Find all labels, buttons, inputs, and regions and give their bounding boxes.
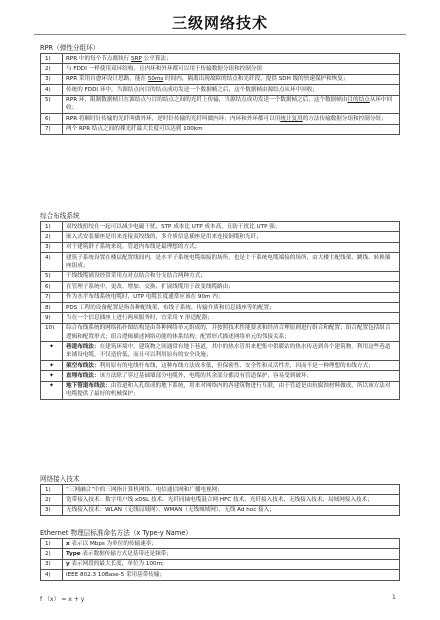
row-text	[63, 114, 400, 124]
table-row	[41, 232, 400, 242]
row-text: 当在一个信息插座上进行两项服务时，宜采用 Y 形适配器；	[63, 313, 400, 323]
row-number: 5)	[41, 95, 63, 114]
row-text-part: 公平算法；	[141, 55, 172, 62]
row-number: 6)	[41, 114, 63, 124]
access-heading: 网络接入技术	[40, 475, 80, 483]
table-row	[41, 539, 400, 549]
row-text	[63, 371, 400, 381]
row-text: “三网融合”中的三网指计算机网络、电信通信网和广播电视网；	[63, 485, 400, 495]
table-row	[41, 559, 400, 569]
row-number: 5)	[41, 271, 63, 281]
row-text-part: RPR 中的每个节点都执行	[66, 55, 132, 62]
row-text-part: 传统的 FDDI 环中，当源结点向目的结点成功发送一个数据帧之后，这个数据帧由源结点从环中回收；	[66, 86, 318, 93]
row-text: PDS 工程的设备配置是指各种配线架、布线子系统、传输介质和信息插座等的配置；	[63, 302, 400, 312]
row-number: 4)	[41, 570, 63, 580]
bullet-text: 利用原有的电线杆布线，这种布线方法成本低，但保密性、安全性和灵活性差，因而不是一种理想的布线方式；	[99, 362, 374, 369]
row-text	[63, 54, 400, 64]
row-text	[63, 74, 400, 84]
row-text	[63, 539, 400, 549]
bullet-icon: ✦	[41, 381, 63, 400]
row-text-part: 表示网段的最大长度，单位为 100m;	[69, 561, 164, 568]
row-number: 4)	[41, 253, 63, 272]
row-text	[63, 124, 400, 134]
table-row	[41, 371, 400, 381]
row-text	[63, 342, 400, 361]
row-text	[63, 381, 400, 400]
table-row	[41, 342, 400, 361]
row-number: 1)	[41, 485, 63, 495]
row-text	[63, 360, 400, 370]
table-row	[41, 222, 400, 232]
row-number: 1)	[41, 539, 63, 549]
row-text: 干线线缆铺设经常采用点对点结合和分支结合两种方式；	[63, 271, 400, 281]
row-number: 3)	[41, 505, 63, 515]
row-number: 10)	[41, 323, 63, 342]
row-text-part: 表示以 Mbps 为单位的传输速率；	[69, 540, 157, 547]
row-text-part: 从环中回收；	[66, 97, 393, 112]
row-number: 6)	[41, 282, 63, 292]
row-text: 嵌入式安装插座是用来连接双绞线的，多介质信息插座是用来连接铜缆和光纤；	[63, 232, 400, 242]
table-row	[41, 549, 400, 559]
row-number: 9)	[41, 313, 63, 323]
table-row	[41, 253, 400, 272]
bullet-term: 架空布线法：	[66, 362, 100, 369]
cabling-table	[40, 221, 400, 400]
table-row	[41, 242, 400, 252]
rpr-table	[40, 53, 400, 135]
row-number: 7)	[41, 124, 63, 134]
row-text-part: RPR 采用自愈环设计思路，能在	[66, 76, 148, 83]
row-text	[63, 559, 400, 569]
row-number: 1)	[41, 222, 63, 232]
row-text-part: 两个 RPR 结点之间的裸光纤最大长度可以达到 100km	[66, 126, 203, 133]
table-row	[41, 271, 400, 281]
row-text: 无线接入技术：WLAN（无线局域网）、WMAN（无线城域网）、无线 Ad hoc 接入；	[63, 505, 400, 515]
table-row	[41, 114, 400, 124]
table-row	[41, 323, 400, 342]
table-row	[41, 85, 400, 95]
table-row	[41, 64, 400, 74]
page-number: 1	[392, 594, 396, 601]
row-text-part: RPR 将顺时针传输的光纤叫做外环，逆时针传输的光纤叫做内环；内环和外环都可以用	[66, 115, 281, 122]
row-text	[63, 549, 400, 559]
row-number: 2)	[41, 495, 63, 505]
table-row	[41, 313, 400, 323]
cabling-heading: 综合布线系统	[40, 212, 80, 220]
row-text: 宽带接入技术：数字用户线 xDSL 技术、光纤同轴电缆混合网 HFC 技术、光纤接入技术、无线接入技术、局域网接入技术；	[63, 495, 400, 505]
table-row	[41, 95, 400, 114]
row-key: Type	[66, 550, 81, 557]
row-number: 4)	[41, 85, 63, 95]
row-text: 对于建筑群子系统来说，管道内布线是最理想的方式；	[63, 242, 400, 252]
table-row	[41, 485, 400, 495]
table-row	[41, 54, 400, 64]
row-number: 2)	[41, 549, 63, 559]
row-number: 3)	[41, 242, 63, 252]
table-row	[41, 292, 400, 302]
row-text-underlined: 统计复用	[280, 115, 303, 122]
row-number: 1)	[41, 54, 63, 64]
table-row	[41, 124, 400, 134]
table-row	[41, 505, 400, 515]
row-text-underlined: 50ms	[147, 76, 164, 83]
bullet-term: 直埋布线法：	[66, 372, 100, 379]
row-text: 双绞线扭绞在一起可以减少电磁干扰；STP 成本比 UTP 成本高，且防干扰比 UTP 强；	[63, 222, 400, 232]
bullet-icon: ✦	[41, 371, 63, 381]
row-key: y	[66, 561, 70, 568]
page-title: 三级网络技术	[171, 14, 268, 32]
rpr-heading: RPR（弹性分组环）	[40, 44, 100, 52]
row-number: 8)	[41, 302, 63, 312]
row-key: x	[66, 540, 70, 547]
bullet-icon: ✦	[41, 360, 63, 370]
access-table	[40, 484, 400, 516]
bullet-term: 巷道布线法：	[66, 343, 100, 350]
row-text: 建筑子系统设置在楼层配置线间内，是水平子系统电缆端接的场所，也是主干系统电缆端接的场所，由大楼主配线架、跳线、转换插座组成；	[63, 253, 400, 272]
table-row	[41, 360, 400, 370]
ethernet-heading: Ethernet 物理层标准命名方法（x Type-y Name）	[40, 529, 192, 537]
ethernet-table	[40, 538, 400, 581]
row-text	[63, 85, 400, 95]
row-text-part: 时间内，隔离出现故障的结点和光纤段，提供 SDH 级的快速保护和恢复；	[163, 76, 349, 83]
row-number: 3)	[41, 559, 63, 569]
header-divider	[34, 34, 406, 35]
table-row	[41, 282, 400, 292]
bullet-text: 由管道和入孔组成的地下系统，用来对网络内的各建筑物进行互联，由于管道是由抗腐蚀材料做成，所以该方法对电缆提供了最好的机械保护；	[66, 383, 391, 398]
row-number: 2)	[41, 64, 63, 74]
bullet-term: 地下管道布线法：	[66, 383, 111, 390]
row-text-part: RPR 环，限制数据帧只在源结点与目的结点之间的光纤上传输，当源结点成功发送一个数据帧之后，这个数据帧由	[66, 97, 348, 104]
table-row	[41, 302, 400, 312]
row-number: 2)	[41, 232, 63, 242]
row-text: 综合布线系统的网络拓扑图结构是由各种网络单元组成的，并按照技术性能要求和经济合理原则进行组合和配置；组合配置包括组合逻辑和配置形式；组合逻辑描述网络功能的体系结构；配置形式描述网络单元的邻接关系；	[63, 323, 400, 342]
bullet-icon: ✦	[41, 342, 63, 361]
table-row	[41, 570, 400, 580]
table-row	[41, 495, 400, 505]
row-text-part: 的方法传输数据分组和控制分组；	[302, 115, 387, 122]
table-row	[41, 381, 400, 400]
row-text: 在管理子系统中，更改、增加、交换、扩展线缆用于改变线缆路由；	[63, 282, 400, 292]
row-text	[63, 570, 400, 580]
row-text: 作为水平布线系统电缆时，UTP 电缆长度通常应该在 90m 内；	[63, 292, 400, 302]
table-row	[41, 74, 400, 84]
row-text-part: 与 FDDI 一样使用双环结构，且内环和外环都可以用于传输数据分组和控制分组	[66, 65, 263, 72]
row-text	[63, 64, 400, 74]
row-number: 7)	[41, 292, 63, 302]
row-text-underlined: 目的结点	[347, 97, 370, 104]
footer-formula: f （x） = x + y	[40, 596, 85, 603]
row-number: 3)	[41, 74, 63, 84]
row-text-part: IEEE 802.3 10Base-5 采用基带传输；	[66, 571, 166, 578]
bullet-text: 该方法除了穿过基础墙部分电缆外，电缆的其余部分都没有管道保护，容易受到破坏；	[99, 372, 313, 379]
row-text	[63, 95, 400, 114]
bullet-text: 在建筑环境中，建筑物之间通常有地下巷道，其中的热水管用来把集中供暖站的热水传送到各个建筑物，利用这些巷道来铺设电缆，不仅造价低，而且可以利用原有的安全设施；	[66, 343, 391, 359]
row-text-underlined: SRP	[131, 55, 142, 62]
row-text-part: 表示数据传输方式是基带还是频带；	[80, 550, 172, 557]
